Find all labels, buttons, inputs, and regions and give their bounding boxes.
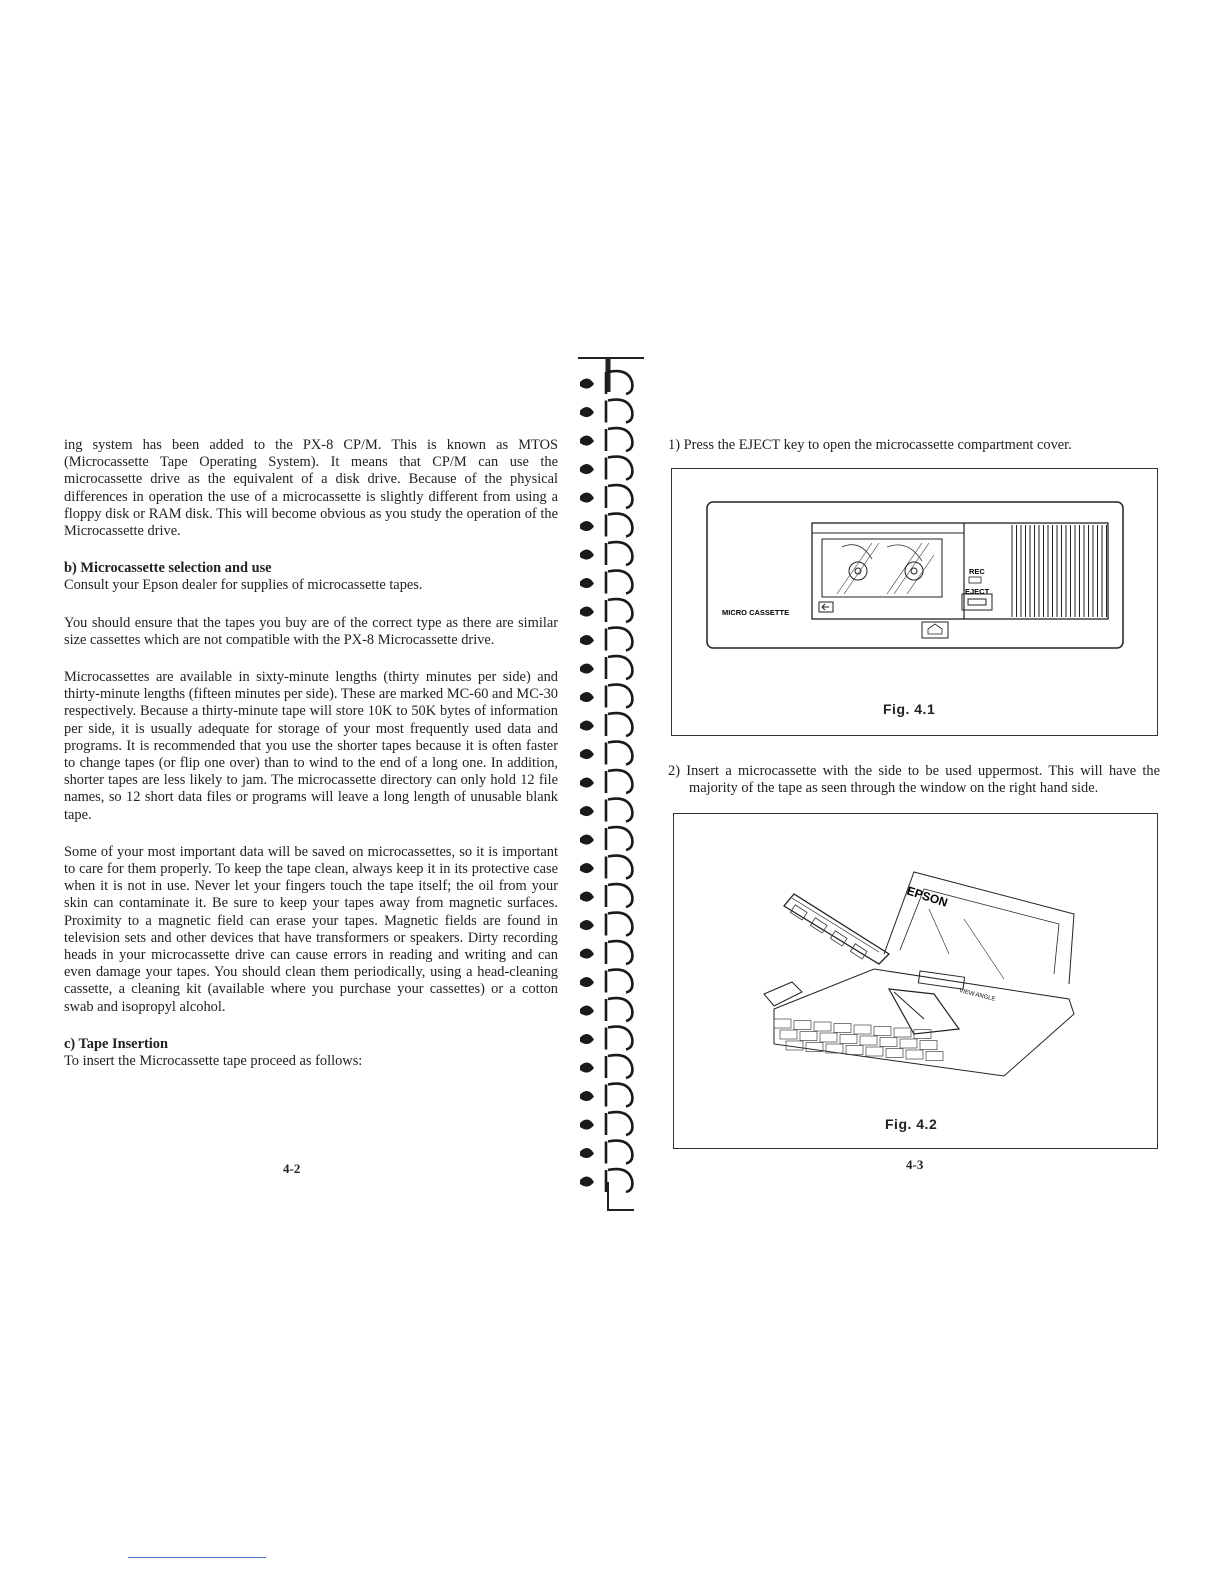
- keyboard-key: [860, 1036, 877, 1045]
- tape-type-paragraph: You should ensure that the tapes you buy are of the correct type as there are similar size cassettes which are not compatible with the PX-8 Microcassette drive.: [64, 614, 558, 648]
- spiral-coil: [580, 884, 632, 907]
- view-angle-label: VIEW ANGLE: [958, 988, 996, 1003]
- spiral-coil: [580, 998, 632, 1021]
- spiral-coil: [580, 371, 632, 394]
- footer-rule: [128, 1557, 266, 1558]
- spiral-coil: [580, 1141, 632, 1164]
- spiral-coil: [580, 770, 632, 793]
- keyboard-key: [840, 1035, 857, 1044]
- spiral-coil: [580, 1027, 632, 1050]
- spiral-coil: [580, 542, 632, 565]
- keyboard-key: [846, 1046, 863, 1055]
- supplies-paragraph: Consult your Epson dealer for supplies of microcassette tapes.: [64, 577, 423, 594]
- spiral-coil: [580, 827, 632, 850]
- keyboard-key: [780, 1030, 797, 1039]
- epson-brand-label: EPSON: [905, 883, 950, 910]
- spiral-coil: [580, 713, 632, 736]
- intro-paragraph: ing system has been added to the PX-8 CP/M. This is known as MTOS (Microcassette Tape Operating System). It means that CP/M can use the microcassette drive as the equivalent of a disk drive. Because of the physical differences in operation the use of a microcassette is slightly different from using a floppy disk or RAM disk. This will become obvious as you study the operation of the Microcassette drive.: [64, 437, 558, 540]
- spiral-coil: [580, 913, 632, 936]
- spiral-coil: [580, 656, 632, 679]
- section-b: [64, 560, 558, 594]
- keyboard-key: [774, 1019, 791, 1028]
- spiral-coil: [580, 685, 632, 708]
- figure-4-2: [673, 813, 1158, 1149]
- spiral-coil: [580, 571, 632, 594]
- eject-label: EJECT: [965, 587, 990, 596]
- tape-care-paragraph: Some of your most important data will be saved on microcassettes, so it is important to care for them properly. To keep the tape clean, always keep it in its protective case when it is not in use. Never let your fingers touch the tape itself; the oil from your skin can contaminate it. Be sure to keep your tapes away from magnetic surfaces. Proximity to a magnetic field can erase your tapes. Magnetic fields are found in television sets and other devices that have transformers or speakers. Dirty recording heads in your microcassette drive can cause errors in reading and writing and can even damage your tapes. You should clean them periodically, using a head-cleaning cassette, a cleaning kit (available where you purchase your cassettes) or a cotton swab and isopropyl alcohol.: [64, 843, 558, 1015]
- right-page-number: 4-3: [906, 1157, 924, 1172]
- spiral-coil: [580, 1169, 632, 1192]
- keyboard-key: [926, 1052, 943, 1061]
- spiral-coil: [580, 599, 632, 622]
- keyboard-key: [900, 1039, 917, 1048]
- laptop-cassette-insertion-illustration: [674, 814, 1157, 1148]
- spiral-coil: [580, 799, 632, 822]
- spiral-coil: [580, 1084, 632, 1107]
- keyboard-key: [906, 1050, 923, 1059]
- right-page: [668, 437, 1160, 454]
- spiral-coil: [580, 1055, 632, 1078]
- spiral-coil: [580, 457, 632, 480]
- spiral-coil: [580, 400, 632, 423]
- microcassette-drive-illustration: [672, 469, 1157, 735]
- spiral-binding: [570, 352, 650, 1214]
- rec-label: REC: [969, 567, 985, 576]
- spiral-coil: [580, 485, 632, 508]
- keyboard-key: [820, 1033, 837, 1042]
- keyboard-key: [786, 1041, 803, 1050]
- left-page-number: 4-2: [283, 1161, 301, 1176]
- keyboard-key: [886, 1049, 903, 1058]
- keyboard-key: [854, 1025, 871, 1034]
- keyboard-key: [834, 1024, 851, 1033]
- spiral-coil: [580, 428, 632, 451]
- spiral-coil: [580, 970, 632, 993]
- spiral-coil: [580, 742, 632, 765]
- tape-lengths-paragraph: Microcassettes are available in sixty-minute lengths (thirty minutes per side) and thirty-minute lengths (fifteen minutes per side). These are marked MC-60 and MC-30 respectively. Because a thirty-minute tape will store 10K to 50K bytes of information per side, it is usually adequate for storage of your most frequently used data and programs. It is recommended that you use the shorter tapes because it is often faster to change tapes (or flip one over) than to wind to the end of a long one. In addition, shorter tapes are less likely to jam. The microcassette directory can only hold 12 file names, so 12 short data files or programs will leave a long length of unusable blank tape.: [64, 669, 558, 823]
- keyboard-key: [800, 1032, 817, 1041]
- spiral-coil: [580, 1112, 632, 1135]
- figure-4-1: [671, 468, 1158, 736]
- spiral-coil: [580, 514, 632, 537]
- spiral-coil: [580, 628, 632, 651]
- insertion-paragraph: To insert the Microcassette tape proceed as follows:: [64, 1053, 363, 1070]
- keyboard-key: [880, 1038, 897, 1047]
- spiral-coil: [580, 856, 632, 879]
- keyboard-key: [874, 1027, 891, 1036]
- step-2-block: [668, 763, 1160, 797]
- figure-4-1-caption: Fig. 4.1: [883, 701, 936, 717]
- section-c: [64, 1036, 558, 1070]
- keyboard-key: [814, 1022, 831, 1031]
- step-1: 1) Press the EJECT key to open the microcassette compartment cover.: [668, 437, 1072, 453]
- section-b-heading: b) Microcassette selection and use: [64, 560, 272, 577]
- figure-4-2-caption: Fig. 4.2: [885, 1116, 938, 1132]
- micro-cassette-label: MICRO CASSETTE: [722, 608, 790, 617]
- keyboard-key: [866, 1047, 883, 1056]
- keyboard-key: [894, 1028, 911, 1037]
- spiral-coil: [580, 941, 632, 964]
- keyboard-key: [794, 1021, 811, 1030]
- keyboard-key: [920, 1041, 937, 1050]
- left-page: [64, 437, 558, 1070]
- section-c-heading: c) Tape Insertion: [64, 1035, 168, 1052]
- step-2: 2) Insert a microcassette with the side to be used uppermost. This will have the majority of the tape as seen through the window on the right hand side.: [668, 763, 1160, 797]
